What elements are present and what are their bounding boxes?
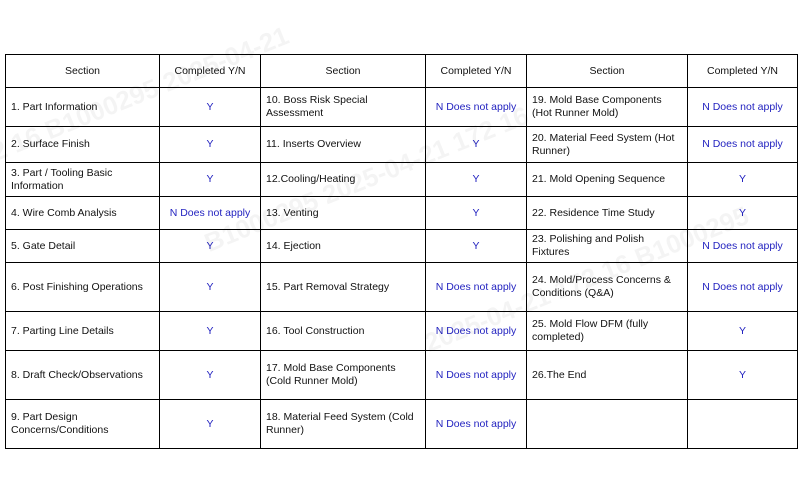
completed-cell: N Does not apply [688,127,798,163]
header-section: Section [527,55,688,88]
section-cell: 8. Draft Check/Observations [6,351,160,400]
section-cell: 25. Mold Flow DFM (fully completed) [527,312,688,351]
completed-cell: Y [160,400,261,449]
completed-cell [688,400,798,449]
completed-cell: Y [160,163,261,197]
completed-cell: Y [426,163,527,197]
table-row [6,351,798,400]
completed-cell: Y [688,312,798,351]
section-cell: 20. Material Feed System (Hot Runner) [527,127,688,163]
completed-cell: Y [160,127,261,163]
section-cell: 7. Parting Line Details [6,312,160,351]
section-cell: 19. Mold Base Components (Hot Runner Mold) [527,88,688,127]
section-cell: 1. Part Information [6,88,160,127]
table-row [6,230,798,263]
header-section: Section [261,55,426,88]
completed-cell: Y [426,127,527,163]
completed-cell: Y [688,351,798,400]
section-cell: 18. Material Feed System (Cold Runner) [261,400,426,449]
completed-cell: N Does not apply [426,263,527,312]
section-cell: 14. Ejection [261,230,426,263]
completed-cell: N Does not apply [426,351,527,400]
section-cell [527,400,688,449]
completed-cell: N Does not apply [160,197,261,230]
completed-cell: Y [688,163,798,197]
section-cell: 12.Cooling/Heating [261,163,426,197]
completed-cell: N Does not apply [688,263,798,312]
completed-cell: N Does not apply [688,88,798,127]
section-cell: 2. Surface Finish [6,127,160,163]
section-cell: 21. Mold Opening Sequence [527,163,688,197]
completed-cell: Y [688,197,798,230]
completed-cell: N Does not apply [426,312,527,351]
header-completed: Completed Y/N [688,55,798,88]
header-section: Section [6,55,160,88]
section-cell: 13. Venting [261,197,426,230]
completed-cell: N Does not apply [688,230,798,263]
table-row [6,88,798,127]
section-cell: 10. Boss Risk Special Assessment [261,88,426,127]
section-cell: 22. Residence Time Study [527,197,688,230]
section-cell: 26.The End [527,351,688,400]
completed-cell: N Does not apply [426,400,527,449]
completed-cell: Y [160,351,261,400]
table-row [6,400,798,449]
completed-cell: N Does not apply [426,88,527,127]
section-checklist-table [5,54,798,449]
header-completed: Completed Y/N [160,55,261,88]
header-row [6,55,798,88]
completed-cell: Y [426,230,527,263]
table-row [6,163,798,197]
section-cell: 9. Part Design Concerns/Conditions [6,400,160,449]
table-row [6,312,798,351]
section-cell: 17. Mold Base Components (Cold Runner Mold) [261,351,426,400]
table-row [6,127,798,163]
section-cell: 15. Part Removal Strategy [261,263,426,312]
section-cell: 4. Wire Comb Analysis [6,197,160,230]
table-row [6,263,798,312]
section-cell: 16. Tool Construction [261,312,426,351]
checklist-sheet [5,54,797,449]
completed-cell: Y [426,197,527,230]
completed-cell: Y [160,263,261,312]
section-cell: 11. Inserts Overview [261,127,426,163]
header-completed: Completed Y/N [426,55,527,88]
section-cell: 6. Post Finishing Operations [6,263,160,312]
section-cell: 5. Gate Detail [6,230,160,263]
completed-cell: Y [160,88,261,127]
section-cell: 24. Mold/Process Concerns & Conditions (Q&A) [527,263,688,312]
completed-cell: Y [160,230,261,263]
section-cell: 3. Part / Tooling Basic Information [6,163,160,197]
completed-cell: Y [160,312,261,351]
section-cell: 23. Polishing and Polish Fixtures [527,230,688,263]
table-row [6,197,798,230]
